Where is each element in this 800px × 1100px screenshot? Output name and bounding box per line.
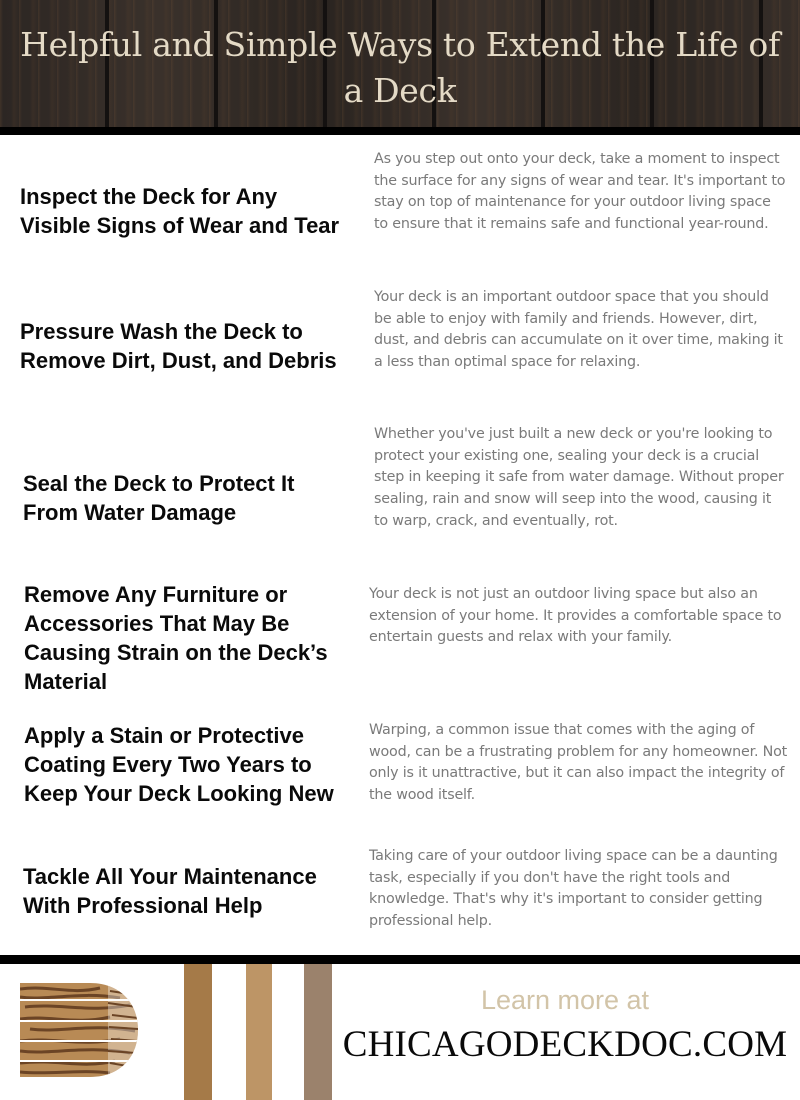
header-banner — [0, 0, 800, 127]
section-heading-inspect: Inspect the Deck for Any Visible Signs of Wear and Tear — [20, 184, 340, 238]
section-heading-remove-furniture: Remove Any Furniture or Accessories That May Be Causing Strain on the Deck’s Material — [24, 582, 328, 694]
learn-more-text: Learn more at — [480, 985, 650, 1015]
accent-bar-3 — [304, 964, 332, 1100]
accent-bar-2 — [246, 964, 272, 1100]
section-description-inspect: As you step out onto your deck, take a moment to inspect the surface for any signs of wear and tear. It's important to stay on top of maintenance for your outdoor living space to ensure that it remains safe and functional year-round. — [374, 151, 786, 233]
accent-bar-1 — [184, 964, 212, 1100]
section-heading-professional: Tackle All Your Maintenance With Professional Help — [23, 864, 317, 918]
website-link[interactable]: CHICAGODECKDOC.COM — [342, 1024, 788, 1065]
section-description-seal: Whether you've just built a new deck or you're looking to protect your existing one, sealing your deck is a crucial step in keeping it safe from water damage. Without proper sealing, rain and snow will seep into the wood, causing it to warp, crack, and eventually, rot. — [374, 426, 784, 529]
section-description-professional: Taking care of your outdoor living space can be a daunting task, especially if you don't have the right tools and knowledge. That's why it's important to consider getting professional help. — [369, 848, 778, 930]
section-description-stain: Warping, a common issue that comes with the aging of wood, can be a frustrating problem for any homeowner. Not only is it unattractive, but it can also impact the integrity of the wood itself. — [369, 722, 788, 804]
section-heading-stain: Apply a Stain or Protective Coating Every Two Years to Keep Your Deck Looking New — [24, 723, 334, 806]
page-title: Helpful and Simple Ways to Extend the Life of a Deck — [20, 25, 780, 110]
header-divider — [0, 127, 800, 135]
wood-d-logo-icon — [20, 983, 138, 1077]
section-heading-pressure-wash: Pressure Wash the Deck to Remove Dirt, Dust, and Debris — [20, 319, 337, 373]
section-description-remove-furniture: Your deck is not just an outdoor living space but also an extension of your home. It provides a comfortable space to entertain guests and relax with your family. — [369, 586, 782, 646]
footer-divider — [0, 955, 800, 964]
section-heading-seal: Seal the Deck to Protect It From Water Damage — [23, 471, 295, 525]
section-description-pressure-wash: Your deck is an important outdoor space that you should be able to enjoy with family and friends. However, dirt, dust, and debris can accumulate on it over time, making it a less than optimal space for relaxing. — [374, 289, 783, 371]
